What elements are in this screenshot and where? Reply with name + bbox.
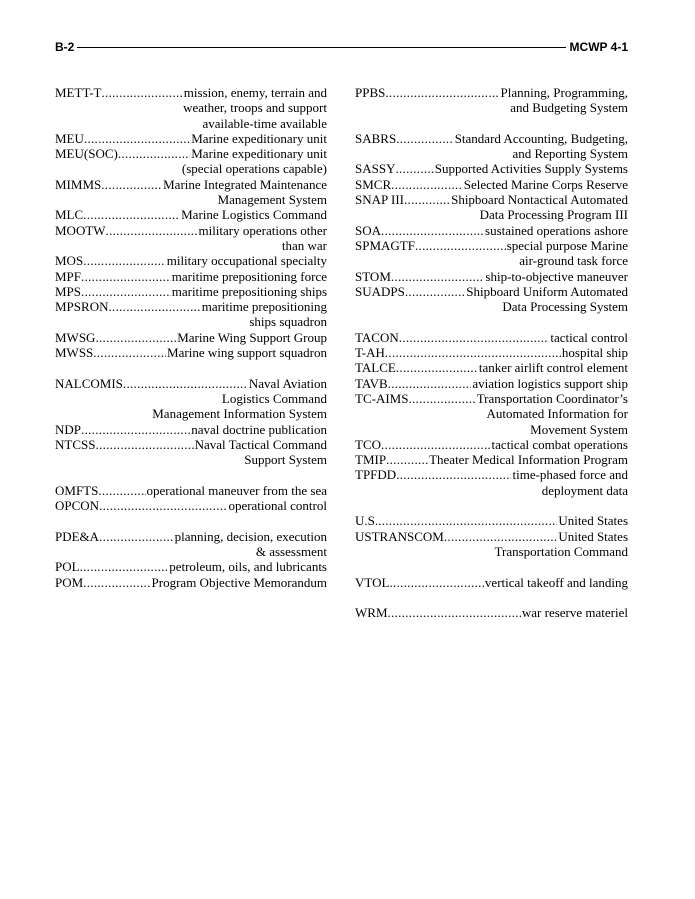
- acronym: MWSG: [55, 329, 96, 345]
- page-header: [55, 38, 628, 58]
- acronym: USTRANSCOM: [355, 528, 444, 544]
- glossary-entry: [355, 131, 628, 162]
- dot-leader: [99, 529, 174, 544]
- dot-leader: [444, 529, 557, 544]
- definition: petroleum, oils, and lubricants: [169, 559, 327, 575]
- definition-continuation: (special operations capable): [181, 161, 327, 177]
- section-gap: [355, 590, 628, 605]
- glossary-entry: [355, 575, 628, 590]
- dot-leader: [396, 131, 453, 146]
- acronym: SNAP III: [355, 192, 404, 208]
- definition-continuation: Automated Information for: [486, 406, 628, 422]
- dot-leader: [396, 467, 511, 482]
- acronym: MOS: [55, 253, 84, 269]
- definition: hospital ship: [561, 345, 628, 361]
- definition-continuation: air-ground task force: [519, 253, 628, 269]
- glossary-entry: [55, 483, 327, 498]
- acronym: WRM: [355, 605, 388, 621]
- definition: operational maneuver from the sea: [146, 482, 327, 498]
- glossary-entry: [355, 513, 628, 528]
- definition: tanker airlift control element: [478, 360, 628, 376]
- dot-leader: [83, 575, 150, 590]
- acronym: POL: [55, 559, 80, 575]
- section-gap: [355, 116, 628, 131]
- dot-leader: [95, 437, 193, 452]
- acronym: SABRS: [355, 130, 397, 146]
- glossary-entry: [355, 192, 628, 223]
- acronym: OMFTS: [55, 482, 99, 498]
- acronym: MIMMS: [55, 176, 102, 192]
- dot-leader: [404, 192, 450, 207]
- acronym: TC-AIMS: [355, 390, 409, 406]
- glossary-entry: [55, 330, 327, 345]
- dot-leader: [101, 85, 182, 100]
- dot-leader: [118, 146, 190, 161]
- glossary-entry: [355, 605, 628, 620]
- section-gap: [55, 513, 327, 528]
- glossary-entry: [55, 131, 327, 146]
- dot-leader: [106, 223, 198, 238]
- acronym: POM: [55, 574, 84, 590]
- acronym: SUADPS: [355, 283, 405, 299]
- dot-leader: [408, 391, 475, 406]
- dot-leader: [83, 253, 166, 268]
- acronym: STOM: [355, 268, 391, 284]
- acronym: NALCOMIS: [55, 375, 123, 391]
- acronym: MWSS: [55, 345, 94, 361]
- section-gap: [355, 498, 628, 513]
- definition: Marine wing support squadron: [167, 345, 327, 361]
- definition: United States: [558, 513, 628, 529]
- glossary-entry: [55, 437, 327, 468]
- definition-continuation: and Reporting System: [512, 146, 628, 162]
- glossary-entry: [355, 330, 628, 345]
- definition: Marine Wing Support Group: [177, 329, 327, 345]
- dot-leader: [388, 376, 472, 391]
- definition: Marine expeditionary unit: [191, 130, 327, 146]
- glossary-entry: [355, 437, 628, 452]
- definition-continuation: and Budgeting System: [510, 100, 628, 116]
- section-gap: [355, 559, 628, 574]
- definition: Naval Aviation: [248, 375, 327, 391]
- glossary-entry: [355, 269, 628, 284]
- definition: Supported Activities Supply Systems: [434, 161, 628, 177]
- definition: war reserve materiel: [521, 605, 628, 621]
- acronym: TAVB: [355, 375, 388, 391]
- glossary-entry: [355, 223, 628, 238]
- dot-leader: [381, 437, 491, 452]
- glossary-entry: [355, 177, 628, 192]
- definition: tactical control: [550, 329, 628, 345]
- dot-leader: [123, 376, 248, 391]
- glossary-entry: [355, 529, 628, 560]
- section-gap: [55, 360, 327, 375]
- definition-continuation: Movement System: [530, 421, 628, 437]
- glossary-entry: [55, 146, 327, 177]
- publication-id: MCWP 4-1: [569, 40, 628, 54]
- dot-leader: [405, 284, 465, 299]
- dot-leader: [396, 360, 478, 375]
- definition: aviation logistics support ship: [472, 375, 628, 391]
- definition: Shipboard Nontactical Automated: [451, 192, 628, 208]
- acronym: MLC: [55, 207, 84, 223]
- dot-leader: [83, 207, 180, 222]
- definition: operational control: [228, 498, 327, 514]
- glossary-entry: [355, 467, 628, 498]
- acronym: VTOL: [355, 574, 390, 590]
- page-number: B-2: [55, 40, 75, 54]
- acronym: TMIP: [355, 452, 387, 468]
- definition-continuation: Management System: [217, 192, 327, 208]
- glossary-entry: [55, 253, 327, 268]
- acronym: SMCR: [355, 176, 392, 192]
- dot-leader: [84, 131, 190, 146]
- glossary-entry: [55, 269, 327, 284]
- glossary-entry: [55, 207, 327, 222]
- glossary-entry: [55, 345, 327, 360]
- definition-continuation: Management Information System: [152, 406, 327, 422]
- definition: special purpose Marine: [506, 237, 628, 253]
- definition: maritime prepositioning ships: [171, 283, 327, 299]
- acronym: MPS: [55, 283, 82, 299]
- dot-leader: [101, 177, 162, 192]
- dot-leader: [381, 223, 484, 238]
- left-column: [55, 85, 327, 590]
- definition: Naval Tactical Command: [194, 436, 327, 452]
- definition-continuation: Support System: [244, 452, 327, 468]
- glossary-entry: [355, 238, 628, 269]
- acronym: U.S.: [355, 513, 379, 529]
- acronym: OPCON: [55, 498, 100, 514]
- definition: Marine Integrated Maintenance: [163, 176, 327, 192]
- definition: tactical combat operations: [491, 436, 628, 452]
- acronym: NTCSS: [55, 436, 96, 452]
- glossary-entry: [55, 376, 327, 422]
- acronym: T-AH: [355, 345, 385, 361]
- glossary-entry: [355, 345, 628, 360]
- definition: military occupational specialty: [166, 253, 327, 269]
- glossary-entry: [55, 85, 327, 131]
- acronym: NDP: [55, 421, 82, 437]
- definition-continuation: available-time available: [202, 115, 327, 131]
- glossary-entry: [355, 284, 628, 315]
- definition: Marine Logistics Command: [181, 207, 327, 223]
- definition: Program Objective Memorandum: [151, 574, 327, 590]
- dot-leader: [95, 330, 176, 345]
- header-rule: [77, 47, 566, 48]
- definition: vertical takeoff and landing: [484, 574, 628, 590]
- definition-continuation: than war: [281, 237, 327, 253]
- glossary-entry: [55, 223, 327, 254]
- acronym: MOOTW: [55, 222, 106, 238]
- definition: Theater Medical Information Program: [429, 452, 628, 468]
- acronym: TALCE: [355, 360, 396, 376]
- dot-leader: [385, 85, 499, 100]
- dot-leader: [108, 299, 200, 314]
- dot-leader: [81, 269, 171, 284]
- definition: mission, enemy, terrain and: [183, 85, 327, 100]
- definition: time-phased force and: [512, 467, 628, 483]
- dot-leader: [81, 284, 171, 299]
- dot-leader: [81, 422, 190, 437]
- section-gap: [355, 314, 628, 329]
- definition: maritime prepositioning force: [171, 268, 327, 284]
- section-gap: [55, 467, 327, 482]
- glossary-entry: [355, 161, 628, 176]
- definition: ship-to-objective maneuver: [485, 268, 628, 284]
- acronym: MEU: [55, 130, 84, 146]
- definition-continuation: & assessment: [255, 543, 327, 559]
- definition: Planning, Programming,: [500, 85, 628, 100]
- definition-continuation: Data Processing Program III: [479, 207, 628, 223]
- dot-leader: [385, 345, 561, 360]
- dot-leader: [391, 269, 485, 284]
- definition: military operations other: [198, 222, 327, 238]
- definition: sustained operations ashore: [485, 222, 628, 238]
- dot-leader: [99, 498, 227, 513]
- glossary-entry: [355, 376, 628, 391]
- definition: naval doctrine publication: [191, 421, 327, 437]
- dot-leader: [93, 345, 166, 360]
- acronym: TPFDD: [355, 467, 397, 483]
- definition: Shipboard Uniform Automated: [466, 283, 628, 299]
- glossary-entry: [55, 422, 327, 437]
- definition-continuation: Transportation Command: [494, 543, 628, 559]
- glossary-entry: [55, 529, 327, 560]
- acronym: SPMAGTF: [355, 237, 415, 253]
- glossary-entry: [355, 360, 628, 375]
- acronym: METT-T: [55, 85, 102, 100]
- dot-leader: [98, 483, 145, 498]
- definition: planning, decision, execution: [174, 528, 327, 544]
- acronym: SASSY: [355, 161, 396, 177]
- dot-leader: [391, 177, 463, 192]
- acronym: MPF: [55, 268, 82, 284]
- glossary-entry: [55, 559, 327, 574]
- glossary-entry: [55, 299, 327, 330]
- definition-continuation: Logistics Command: [221, 390, 327, 406]
- definition: Marine expeditionary unit: [191, 146, 327, 162]
- definition: Selected Marine Corps Reserve: [463, 176, 628, 192]
- acronym: MPSRON: [55, 299, 109, 315]
- glossary-entry: [55, 498, 327, 513]
- glossary-entry: [55, 284, 327, 299]
- dot-leader: [389, 575, 483, 590]
- definition: maritime prepositioning: [201, 299, 327, 315]
- acronym: PPBS: [355, 85, 386, 100]
- glossary-entry: [355, 85, 628, 116]
- acronym: SOA: [355, 222, 382, 238]
- dot-leader: [378, 513, 557, 528]
- definition-continuation: deployment data: [541, 482, 628, 498]
- acronym: PDE&A: [55, 528, 100, 544]
- definition-continuation: Data Processing System: [502, 299, 628, 315]
- dot-leader: [386, 452, 428, 467]
- dot-leader: [395, 161, 433, 176]
- definition-continuation: ships squadron: [249, 314, 327, 330]
- dot-leader: [388, 605, 521, 620]
- definition: United States: [558, 528, 628, 544]
- dot-leader: [415, 238, 506, 253]
- glossary-entry: [355, 391, 628, 437]
- glossary-entry: [55, 177, 327, 208]
- acronym: TACON: [355, 329, 399, 345]
- definition: Transportation Coordinator’s: [476, 390, 628, 406]
- acronym: TCO: [355, 436, 381, 452]
- dot-leader: [399, 330, 550, 345]
- acronym: MEU(SOC): [55, 146, 118, 162]
- definition-continuation: weather, troops and support: [183, 100, 327, 116]
- glossary-entry: [355, 452, 628, 467]
- definition: Standard Accounting, Budgeting,: [454, 130, 628, 146]
- dot-leader: [80, 559, 169, 574]
- glossary-entry: [55, 575, 327, 590]
- right-column: [355, 85, 628, 620]
